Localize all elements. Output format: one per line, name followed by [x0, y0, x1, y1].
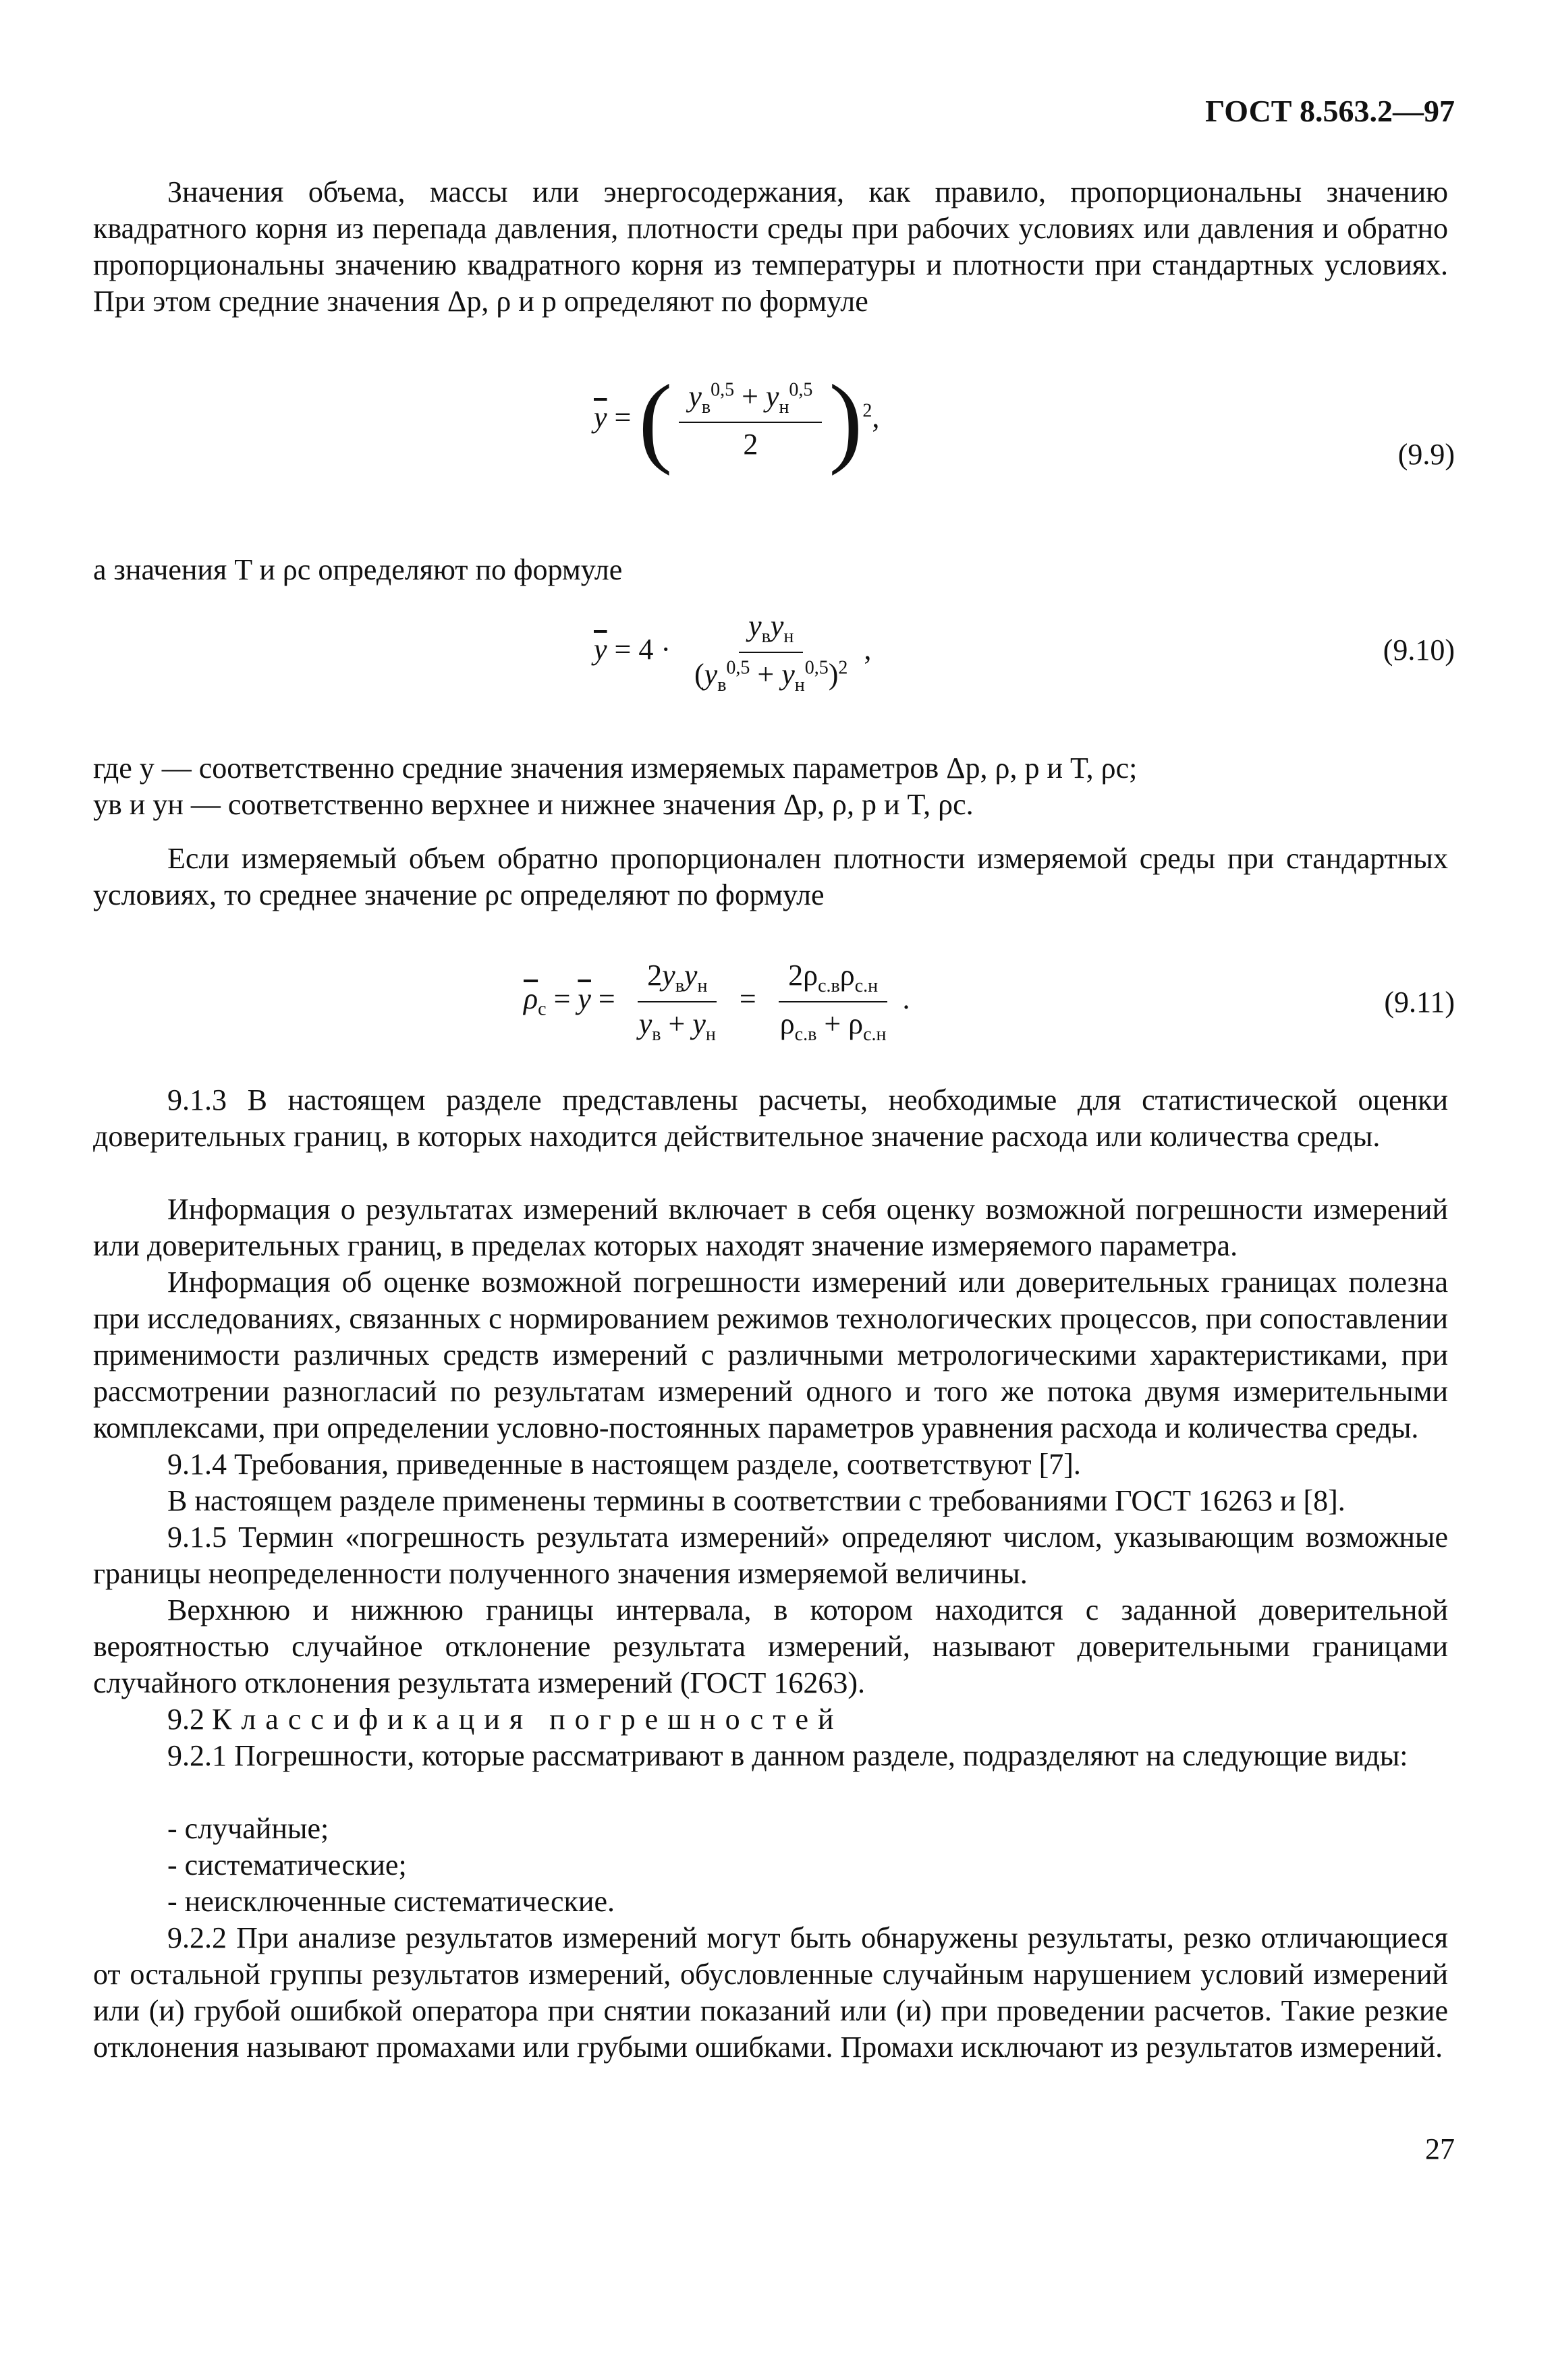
paragraph-info-usefulness: Информация об оценке возможной погрешности измерений или доверительных границах полезна при исследованиях, связанных с нормированием режимов технологических процессов, при сопоставлении применимости различных средств измерений с различными метрологическими характеристиками, при рассмотрении разногласий по результатам измерений одного и того же потока двумя измерительными комплексами, при определении условно-постоянных параметров уравнения расхода и количества среды.	[93, 1266, 1448, 1444]
error-types-list	[167, 1811, 615, 1920]
where-block	[93, 750, 1448, 823]
page-number: 27	[1425, 2132, 1455, 2165]
list-item: - случайные;	[167, 1812, 329, 1845]
document-header: ГОСТ 8.563.2—97	[1205, 94, 1455, 128]
paragraph-bounds: Верхнюю и нижнюю границы интервала, в котором находится с заданной доверительной вероятностью случайное отклонение результата измерений, называют доверительными границами случайного отклонения результата измерений (ГОСТ 16263).	[93, 1593, 1448, 1699]
list-item: - систематические;	[167, 1848, 407, 1881]
formula-9-10: $\overline{y} = 4$ · $\frac{y_вy_н}{(y_в^{0,5} + y_н^{0,5})^2}$ ,	[594, 609, 872, 696]
section-title: Классификация погрешностей	[212, 1703, 843, 1736]
rho-paragraph: Если измеряемый объем обратно пропорционален плотности измеряемой среды при стандартных условиях, то среднее значение ρc определяют по формуле	[93, 842, 1448, 911]
list-item: - неисключенные систематические.	[167, 1885, 615, 1918]
paragraph-terms: В настоящем разделе применены термины в соответствии с требованиями ГОСТ 16263 и [8].	[167, 1484, 1345, 1517]
intro-paragraph: Значения объема, массы или энергосодержания, как правило, пропорциональны значению квадратного корня из перепада давления, плотности среды при рабочих условиях или давления и обратно пропорциональны значению квадратного корня из температуры и плотности при стандартных условиях. При этом средние значения Δp, ρ и p определяют по формуле	[93, 175, 1448, 318]
section-heading-9-2	[93, 1701, 1448, 1738]
where-line-2: yв и yн — соответственно верхнее и нижнее значения Δp, ρ, p и T, ρc.	[93, 788, 974, 821]
equation-number-9-11: (9.11)	[1384, 986, 1455, 1019]
equation-number-9-9: (9.9)	[1397, 438, 1455, 471]
equation-number-9-10: (9.10)	[1383, 633, 1455, 667]
paragraph-9-1-5: 9.1.5 Термин «погрешность результата измерений» определяют числом, указывающим возможные границы неопределенности полученного значения измеряемой величины.	[93, 1521, 1448, 1590]
formula-9-11: $\overline{\rho}_c = \overline{y}$ = $\frac{2y_вy_н}{y_в + y_н}$ = $\frac{2\rho_{с.в}\rho_{с.н}}{\rho_{с.в} + \rho_{с.н}}$ .	[524, 959, 910, 1045]
formula-9-9: $\overline{y}$ = ( $\frac{y_в^{0,5} + y_н^{0,5}}{2}$ )$^2$,	[594, 364, 880, 476]
where-line-1: где y — соответственно средние значения измеряемых параметров Δp, ρ, p и T, ρc;	[93, 752, 1138, 785]
paragraph-9-2-2: 9.2.2 При анализе результатов измерений могут быть обнаружены результаты, резко отличающиеся от остальной группы результатов измерений, обусловленные случайным нарушением условий измерений или (и) грубой ошибкой оператора при снятии показаний или (и) при проведении расчетов. Такие резкие отклонения называют промахами или грубыми ошибками. Промахи исключают из результатов измерений.	[93, 1921, 1448, 2064]
formula-intro-line: а значения T и ρc определяют по формуле	[93, 553, 623, 586]
paragraph-9-2-1: 9.2.1 Погрешности, которые рассматривают в данном разделе, подразделяют на следующие виды:	[167, 1739, 1408, 1772]
paragraph-info-results: Информация о результатах измерений включает в себя оценку возможной погрешности измерений или доверительных границ, в пределах которых находят значение измеряемого параметра.	[93, 1193, 1448, 1262]
section-number: 9.2	[167, 1703, 204, 1736]
paragraph-9-1-4: 9.1.4 Требования, приведенные в настоящем разделе, соответствуют [7].	[167, 1448, 1081, 1481]
paragraph-9-1-3: 9.1.3 В настоящем разделе представлены расчеты, необходимые для статистической оценки доверительных границ, в которых находится действительное значение расхода или количества среды.	[93, 1083, 1448, 1153]
